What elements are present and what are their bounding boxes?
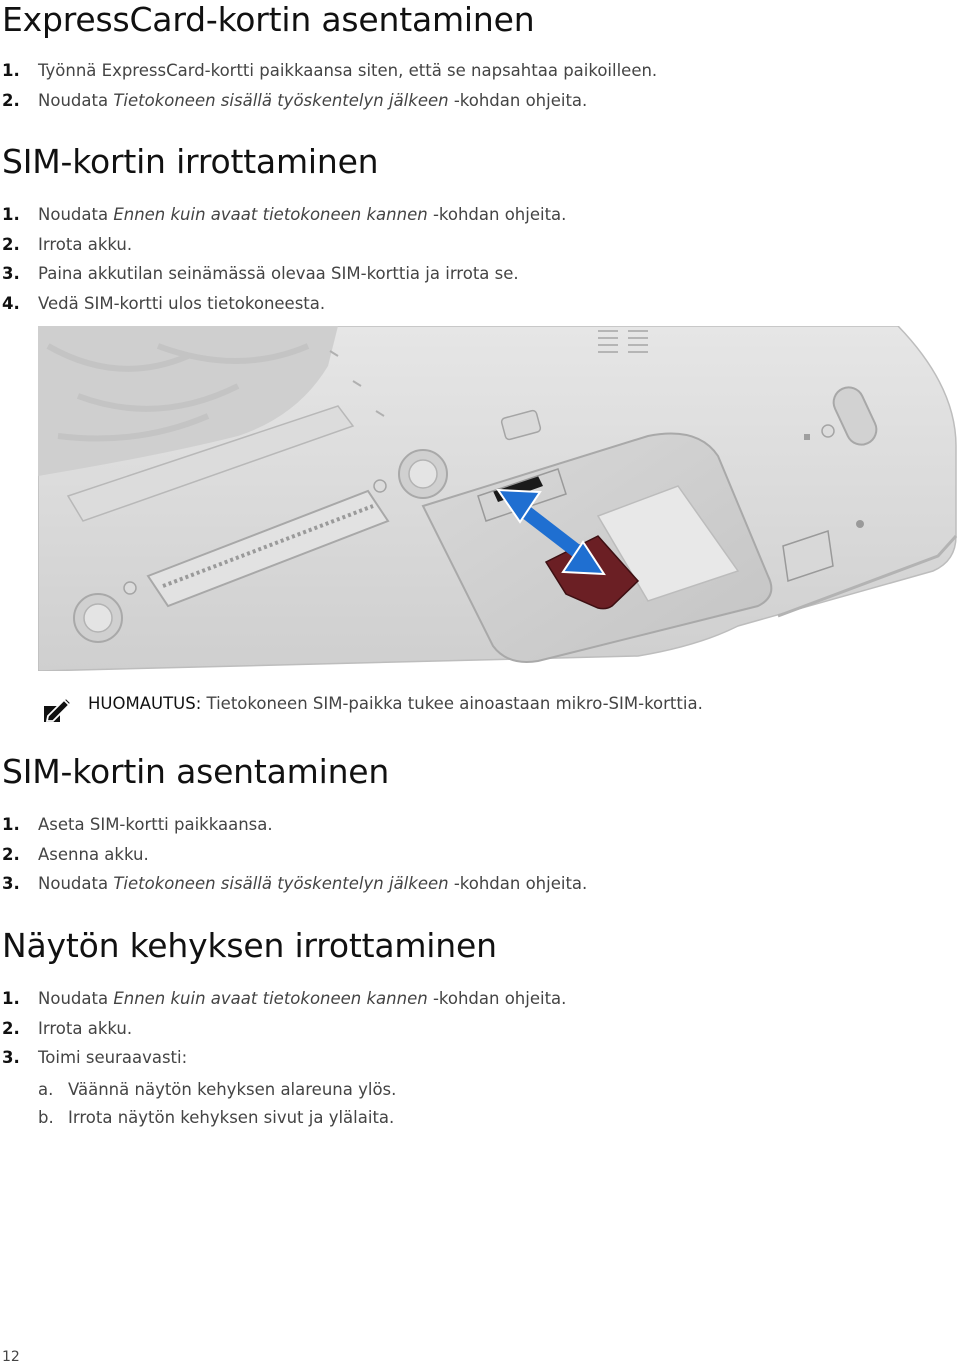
step-text-reference: Ennen kuin avaat tietokoneen kannen bbox=[113, 989, 428, 1008]
step-text-pre: Noudata bbox=[38, 874, 114, 893]
step-number: 1. bbox=[2, 989, 20, 1008]
step-text: Paina akkutilan seinämässä olevaa SIM-korttia ja irrota se. bbox=[38, 264, 519, 283]
step-number: 1. bbox=[2, 205, 20, 224]
rubber-foot-inner bbox=[409, 460, 437, 488]
step-text-post: -kohdan ohjeita. bbox=[448, 874, 588, 893]
step-text: Toimi seuraavasti: bbox=[38, 1048, 188, 1067]
section-title-sim-remove: SIM-kortin irrottaminen bbox=[2, 142, 379, 181]
step-number: 3. bbox=[2, 874, 20, 893]
step-text-post: -kohdan ohjeita. bbox=[448, 90, 588, 110]
step-number: 2. bbox=[2, 90, 20, 110]
step-text: Työnnä ExpressCard-kortti paikkaansa siten, että se napsahtaa paikoilleen. bbox=[38, 61, 658, 80]
step-text-reference: Tietokoneen sisällä työskentelyn jälkeen bbox=[113, 874, 449, 893]
step-number: 3. bbox=[2, 264, 20, 283]
step-text bbox=[38, 869, 587, 899]
note-text bbox=[88, 690, 703, 718]
step-text: Vedä SIM-kortti ulos tietokoneesta. bbox=[38, 293, 326, 313]
step-text-pre: Noudata bbox=[38, 989, 114, 1008]
step-text: Aseta SIM-kortti paikkaansa. bbox=[38, 815, 273, 834]
step-text: Irrota akku. bbox=[38, 1018, 133, 1038]
page-number: 12 bbox=[2, 1349, 20, 1365]
substep-letter: b. bbox=[38, 1108, 54, 1127]
substep-text: Väännä näytön kehyksen alareuna ylös. bbox=[68, 1080, 397, 1099]
small-marker bbox=[804, 434, 810, 440]
screw-hole bbox=[124, 582, 136, 594]
section-title-expresscard-install: ExpressCard-kortin asentaminen bbox=[2, 0, 535, 39]
sim-removal-illustration bbox=[38, 326, 958, 671]
step-text-reference: Tietokoneen sisällä työskentelyn jälkeen bbox=[113, 90, 449, 110]
step-text bbox=[38, 984, 566, 1014]
rubber-foot-inner bbox=[84, 604, 112, 632]
step-number: 3. bbox=[2, 1048, 20, 1067]
step-number: 1. bbox=[2, 815, 20, 834]
note-body: Tietokoneen SIM-paikka tukee ainoastaan mikro-SIM-korttia. bbox=[201, 694, 703, 713]
note-label: HUOMAUTUS: bbox=[88, 694, 202, 713]
pencil-note-icon bbox=[44, 692, 74, 722]
indicator-dot bbox=[822, 425, 834, 437]
step-text-post: -kohdan ohjeita. bbox=[427, 205, 567, 224]
step-text-pre: Noudata bbox=[38, 205, 114, 224]
substep-text: Irrota näytön kehyksen sivut ja ylälaita. bbox=[68, 1108, 395, 1127]
screw-hole bbox=[374, 480, 386, 492]
step-text bbox=[38, 86, 587, 116]
step-text-post: -kohdan ohjeita. bbox=[427, 989, 567, 1008]
step-number: 2. bbox=[2, 1018, 20, 1038]
step-text bbox=[38, 200, 566, 230]
step-number: 4. bbox=[2, 293, 20, 313]
step-text: Irrota akku. bbox=[38, 234, 133, 254]
step-text-pre: Noudata bbox=[38, 90, 114, 110]
step-text-reference: Ennen kuin avaat tietokoneen kannen bbox=[113, 205, 428, 224]
side-screw bbox=[856, 520, 864, 528]
section-title-sim-install: SIM-kortin asentaminen bbox=[2, 752, 390, 791]
step-text: Asenna akku. bbox=[38, 844, 149, 864]
step-number: 2. bbox=[2, 844, 20, 864]
step-number: 1. bbox=[2, 61, 20, 80]
section-title-bezel-remove: Näytön kehyksen irrottaminen bbox=[2, 926, 497, 965]
step-number: 2. bbox=[2, 234, 20, 254]
substep-letter: a. bbox=[38, 1080, 54, 1099]
